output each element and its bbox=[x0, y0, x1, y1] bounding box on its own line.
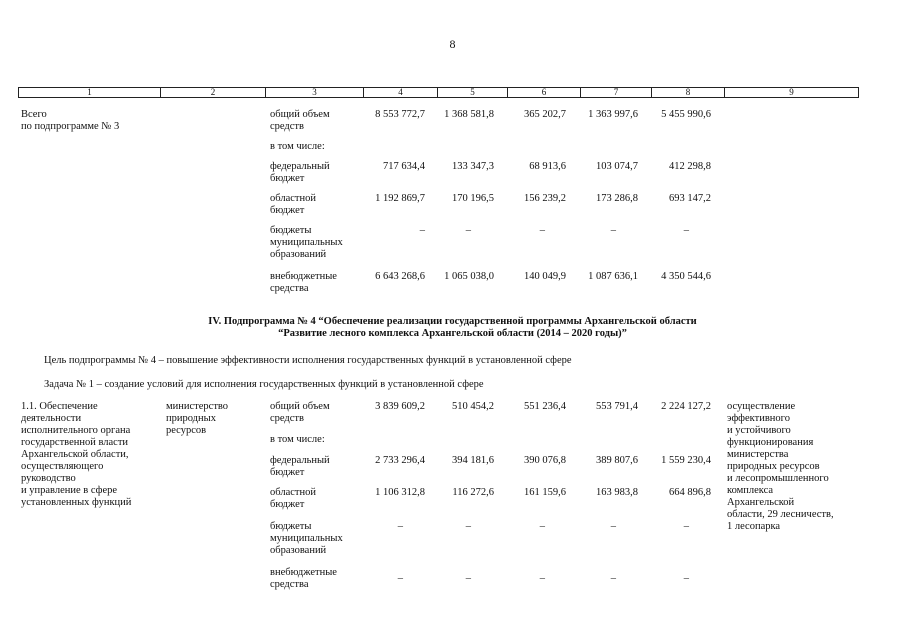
section-title: IV. Подпрограмма № 4 “Обеспечение реализации государственной программы Архангельской области “Развитие лесного комплекса Архангельской области (2014 – 2020 годы)” bbox=[208, 316, 697, 339]
value-cell: 1 106 312,8 bbox=[375, 487, 425, 498]
col-num: 4 bbox=[364, 88, 438, 98]
block1-name: Всего по подпрограмме № 3 bbox=[21, 109, 120, 132]
value-cell: – bbox=[683, 573, 689, 584]
value-cell: 717 634,4 bbox=[383, 161, 425, 172]
value-cell: 1 559 230,4 bbox=[661, 455, 711, 466]
block2-name: 1.1. Обеспечение деятельности исполнительного органа государственной власти Архангельской области, осуществляющего руководство и управление в сфере установленных функций bbox=[21, 401, 132, 508]
value-cell: 664 896,8 bbox=[669, 487, 711, 498]
value-cell: 1 192 869,7 bbox=[375, 193, 425, 204]
value-cell: 140 049,9 bbox=[524, 271, 566, 282]
value-cell: 173 286,8 bbox=[596, 193, 638, 204]
block1-label: внебюджетные средства bbox=[270, 271, 337, 294]
value-cell: 2 733 296,4 bbox=[375, 455, 425, 466]
col-num: 5 bbox=[438, 88, 508, 98]
col-num: 6 bbox=[508, 88, 581, 98]
value-cell: 1 363 997,6 bbox=[588, 109, 638, 120]
value-cell: 103 074,7 bbox=[596, 161, 638, 172]
value-cell: – bbox=[539, 521, 545, 532]
value-cell: – bbox=[465, 521, 471, 532]
block1-label: областной бюджет bbox=[270, 193, 316, 216]
value-cell: – bbox=[539, 573, 545, 584]
block1-label: бюджеты муниципальных образований bbox=[270, 225, 343, 260]
block2-label: областной бюджет bbox=[270, 487, 316, 510]
value-cell: 390 076,8 bbox=[524, 455, 566, 466]
value-cell: – bbox=[683, 521, 689, 532]
value-cell: 3 839 609,2 bbox=[375, 401, 425, 412]
value-cell: – bbox=[465, 573, 471, 584]
block2-label: внебюджетные средства bbox=[270, 567, 337, 590]
value-cell: 5 455 990,6 bbox=[661, 109, 711, 120]
page-number: 8 bbox=[449, 37, 456, 51]
value-cell: 156 239,2 bbox=[524, 193, 566, 204]
value-cell: 551 236,4 bbox=[524, 401, 566, 412]
value-cell: – bbox=[539, 225, 545, 236]
col-num: 2 bbox=[161, 88, 266, 98]
value-cell: 116 272,6 bbox=[452, 487, 494, 498]
col-num: 9 bbox=[725, 88, 859, 98]
block2-result: осуществление эффективного и устойчивого функционирования министерства природных ресурсов и лесопромышленного комплекса Архангельской области, 29 лесничеств, 1 лесопарка bbox=[727, 401, 834, 532]
block2-label: общий объем средств bbox=[270, 401, 330, 424]
block2-label: федеральный бюджет bbox=[270, 455, 330, 478]
block2-label: в том числе: bbox=[270, 434, 325, 445]
col-num: 8 bbox=[652, 88, 725, 98]
value-cell: 394 181,6 bbox=[452, 455, 494, 466]
value-cell: 693 147,2 bbox=[669, 193, 711, 204]
value-cell: 161 159,6 bbox=[524, 487, 566, 498]
value-cell: 365 202,7 bbox=[524, 109, 566, 120]
value-cell: – bbox=[610, 573, 616, 584]
col-num: 1 bbox=[19, 88, 161, 98]
value-cell: 133 347,3 bbox=[452, 161, 494, 172]
value-cell: 2 224 127,2 bbox=[661, 401, 711, 412]
subprogram-goal: Цель подпрограммы № 4 – повышение эффективности исполнения государственных функций в установленной сфере bbox=[44, 355, 572, 366]
value-cell: 510 454,2 bbox=[452, 401, 494, 412]
value-cell: – bbox=[610, 521, 616, 532]
value-cell: 553 791,4 bbox=[596, 401, 638, 412]
block2-executor: министерство природных ресурсов bbox=[166, 401, 229, 436]
col-num: 7 bbox=[581, 88, 652, 98]
value-cell: 170 196,5 bbox=[452, 193, 494, 204]
value-cell: 8 553 772,7 bbox=[375, 109, 425, 120]
value-cell: – bbox=[419, 225, 425, 236]
value-cell: – bbox=[610, 225, 616, 236]
column-number-header bbox=[18, 87, 859, 98]
value-cell: 1 368 581,8 bbox=[444, 109, 494, 120]
block1-label: общий объем средств bbox=[270, 109, 330, 132]
value-cell: – bbox=[397, 521, 403, 532]
value-cell: – bbox=[465, 225, 471, 236]
block1-label: в том числе: bbox=[270, 141, 325, 152]
value-cell: 68 913,6 bbox=[529, 161, 566, 172]
subprogram-task: Задача № 1 – создание условий для исполнения государственных функций в установленной сфере bbox=[44, 379, 484, 390]
value-cell: – bbox=[397, 573, 403, 584]
value-cell: 1 087 636,1 bbox=[588, 271, 638, 282]
value-cell: 163 983,8 bbox=[596, 487, 638, 498]
value-cell: – bbox=[683, 225, 689, 236]
value-cell: 412 298,8 bbox=[669, 161, 711, 172]
value-cell: 1 065 038,0 bbox=[444, 271, 494, 282]
col-num: 3 bbox=[266, 88, 364, 98]
value-cell: 6 643 268,6 bbox=[375, 271, 425, 282]
block2-label: бюджеты муниципальных образований bbox=[270, 521, 343, 556]
value-cell: 389 807,6 bbox=[596, 455, 638, 466]
block1-label: федеральный бюджет bbox=[270, 161, 330, 184]
value-cell: 4 350 544,6 bbox=[661, 271, 711, 282]
